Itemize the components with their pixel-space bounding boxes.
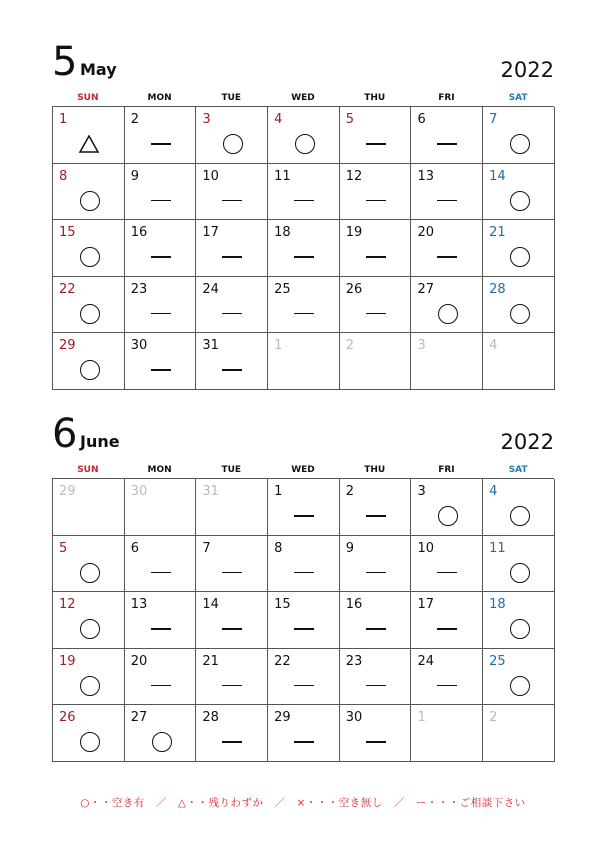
- day-number: 5: [345, 112, 355, 127]
- day-cell: [125, 333, 197, 390]
- day-number: 30: [345, 710, 363, 726]
- weekday-label: SUN: [77, 465, 99, 475]
- month-name: June: [80, 432, 120, 451]
- day-number: 1: [274, 484, 283, 499]
- day-number: 2: [489, 710, 498, 726]
- day-number: 26: [345, 281, 363, 297]
- day-number: 18: [274, 225, 291, 241]
- day-number: 4: [489, 484, 498, 499]
- day-cell: [196, 164, 268, 221]
- weekday-label: THU: [364, 93, 386, 103]
- day-cell: [125, 220, 197, 277]
- day-cell: [411, 592, 483, 649]
- day-cell: [196, 536, 268, 593]
- consult-dash-icon: [125, 355, 196, 385]
- available-circle-icon: [483, 501, 554, 531]
- available-circle-icon: [411, 501, 482, 531]
- day-number: 4: [274, 112, 283, 127]
- weekday-label: WED: [291, 93, 315, 103]
- day-cell: [53, 220, 125, 277]
- day-number: 7: [202, 540, 211, 556]
- day-cell: [268, 705, 340, 762]
- day-number: 20: [417, 225, 434, 241]
- day-number: 30: [130, 338, 148, 354]
- day-cell: [268, 277, 340, 334]
- available-circle-icon: [53, 558, 124, 588]
- day-cell: [411, 164, 483, 221]
- day-cell: [196, 333, 268, 390]
- day-cell: [411, 277, 483, 334]
- day-cell: [125, 592, 197, 649]
- day-cell: [411, 705, 483, 762]
- day-cell: [340, 649, 412, 706]
- day-cell: [268, 592, 340, 649]
- day-number: 6: [417, 112, 426, 127]
- day-number: 19: [345, 225, 363, 241]
- weekday-label: TUE: [221, 93, 242, 103]
- available-circle-icon: [53, 355, 124, 385]
- day-cell: [125, 649, 197, 706]
- day-cell: [483, 705, 555, 762]
- month-number: 5: [52, 39, 78, 85]
- day-number: 24: [202, 281, 219, 297]
- day-cell: [53, 277, 125, 334]
- day-cell: [196, 649, 268, 706]
- day-cell: [53, 705, 125, 762]
- weekday-label: MON: [147, 465, 172, 475]
- day-cell: [483, 592, 555, 649]
- day-cell: [340, 277, 412, 334]
- consult-dash-icon: [268, 614, 339, 644]
- day-number: 2: [345, 484, 355, 499]
- consult-dash-icon: [125, 186, 196, 216]
- available-circle-icon: [268, 129, 339, 159]
- day-number: 3: [202, 112, 211, 127]
- consult-dash-icon: [411, 186, 482, 216]
- available-circle-icon: [483, 299, 554, 329]
- day-number: 21: [202, 653, 219, 669]
- consult-dash-icon: [125, 299, 196, 329]
- day-number: 9: [345, 540, 355, 556]
- day-number: 29: [59, 484, 76, 499]
- weekday-label: FRI: [438, 465, 455, 475]
- day-number: 10: [202, 168, 219, 184]
- day-cell: [196, 592, 268, 649]
- month-name: May: [80, 60, 117, 79]
- day-cell: [340, 164, 412, 221]
- day-cell: [340, 479, 412, 536]
- day-number: 18: [489, 597, 506, 613]
- day-cell: [53, 536, 125, 593]
- day-number: 15: [274, 597, 291, 613]
- consult-dash-icon: [340, 242, 411, 272]
- available-circle-icon: [483, 242, 554, 272]
- day-cell: [411, 333, 483, 390]
- consult-dash-icon: [196, 242, 267, 272]
- consult-dash-icon: [268, 727, 339, 757]
- day-cell: [125, 164, 197, 221]
- day-number: 2: [345, 338, 355, 354]
- year-label: 2022: [500, 430, 554, 454]
- day-number: 27: [130, 710, 148, 726]
- day-number: 16: [345, 597, 363, 613]
- day-number: 25: [489, 653, 506, 669]
- day-number: 28: [489, 281, 506, 297]
- day-number: 23: [345, 653, 363, 669]
- available-circle-icon: [483, 671, 554, 701]
- day-cell: [268, 164, 340, 221]
- available-circle-icon: [53, 614, 124, 644]
- available-circle-icon: [53, 299, 124, 329]
- day-number: 9: [130, 168, 139, 184]
- available-circle-icon: [53, 242, 124, 272]
- consult-dash-icon: [340, 186, 411, 216]
- day-number: 1: [59, 112, 68, 127]
- day-cell: [53, 164, 125, 221]
- day-cell: [268, 536, 340, 593]
- day-cell: [268, 107, 340, 164]
- day-number: 29: [274, 710, 291, 726]
- consult-dash-icon: [340, 614, 411, 644]
- consult-dash-icon: [411, 242, 482, 272]
- year-label: 2022: [500, 58, 554, 82]
- consult-dash-icon: [268, 671, 339, 701]
- weekday-label: THU: [364, 465, 386, 475]
- day-number: 27: [417, 281, 434, 297]
- day-number: 14: [202, 597, 219, 613]
- day-cell: [483, 536, 555, 593]
- day-cell: [125, 479, 197, 536]
- day-cell: [411, 536, 483, 593]
- available-circle-icon: [53, 727, 124, 757]
- day-number: 3: [417, 338, 426, 354]
- weekday-label: MON: [147, 93, 172, 103]
- day-number: 8: [274, 540, 283, 556]
- day-number: 29: [59, 338, 76, 354]
- day-number: 22: [274, 653, 291, 669]
- day-cell: [411, 107, 483, 164]
- calendar-may: [52, 40, 554, 390]
- consult-dash-icon: [196, 671, 267, 701]
- day-cell: [268, 333, 340, 390]
- calendar-june: [52, 412, 554, 762]
- consult-dash-icon: [125, 614, 196, 644]
- day-cell: [268, 220, 340, 277]
- consult-dash-icon: [268, 558, 339, 588]
- consult-dash-icon: [125, 129, 196, 159]
- consult-dash-icon: [196, 614, 267, 644]
- day-number: 12: [345, 168, 363, 184]
- weekday-label: FRI: [438, 93, 455, 103]
- day-number: 30: [130, 484, 148, 499]
- consult-dash-icon: [125, 558, 196, 588]
- day-number: 1: [274, 338, 283, 354]
- consult-dash-icon: [411, 614, 482, 644]
- day-cell: [411, 479, 483, 536]
- day-cell: [483, 479, 555, 536]
- day-number: 7: [489, 112, 498, 127]
- day-number: 6: [130, 540, 139, 556]
- day-number: 31: [202, 338, 219, 354]
- day-cell: [483, 277, 555, 334]
- day-grid: [52, 106, 554, 390]
- available-circle-icon: [53, 671, 124, 701]
- day-cell: [196, 479, 268, 536]
- month-header: [52, 412, 554, 462]
- available-circle-icon: [196, 129, 267, 159]
- day-number: 26: [59, 710, 76, 726]
- day-cell: [268, 649, 340, 706]
- day-number: 17: [202, 225, 219, 241]
- day-number: 2: [130, 112, 139, 127]
- consult-dash-icon: [340, 299, 411, 329]
- weekday-header: [52, 90, 554, 106]
- consult-dash-icon: [125, 242, 196, 272]
- day-number: 10: [417, 540, 434, 556]
- consult-dash-icon: [411, 129, 482, 159]
- consult-dash-icon: [340, 671, 411, 701]
- available-circle-icon: [483, 558, 554, 588]
- day-number: 17: [417, 597, 434, 613]
- day-grid: [52, 478, 554, 762]
- consult-dash-icon: [196, 299, 267, 329]
- day-cell: [411, 220, 483, 277]
- day-number: 14: [489, 168, 506, 184]
- day-cell: [483, 107, 555, 164]
- day-number: 28: [202, 710, 219, 726]
- day-cell: [340, 592, 412, 649]
- available-circle-icon: [483, 129, 554, 159]
- day-cell: [483, 333, 555, 390]
- day-cell: [125, 536, 197, 593]
- day-cell: [196, 277, 268, 334]
- day-number: 16: [130, 225, 148, 241]
- consult-dash-icon: [268, 186, 339, 216]
- available-circle-icon: [483, 186, 554, 216]
- day-cell: [125, 705, 197, 762]
- consult-dash-icon: [340, 727, 411, 757]
- day-number: 25: [274, 281, 291, 297]
- legend-text: ○・・空き有 ／ △・・残りわずか ／ ×・・・空き無し ／ ー・・・ご相談下さい: [80, 797, 526, 809]
- day-number: 22: [59, 281, 76, 297]
- consult-dash-icon: [196, 727, 267, 757]
- weekday-label: SUN: [77, 93, 99, 103]
- day-cell: [196, 107, 268, 164]
- day-cell: [53, 592, 125, 649]
- day-cell: [268, 479, 340, 536]
- consult-dash-icon: [125, 671, 196, 701]
- day-cell: [196, 220, 268, 277]
- day-number: 11: [274, 168, 291, 184]
- day-cell: [340, 220, 412, 277]
- weekday-label: SAT: [508, 465, 528, 475]
- weekday-label: SAT: [508, 93, 528, 103]
- day-cell: [483, 220, 555, 277]
- day-number: 5: [59, 540, 68, 556]
- day-cell: [53, 107, 125, 164]
- day-number: 19: [59, 653, 76, 669]
- consult-dash-icon: [196, 558, 267, 588]
- day-number: 24: [417, 653, 434, 669]
- day-number: 13: [417, 168, 434, 184]
- day-cell: [340, 333, 412, 390]
- day-cell: [340, 107, 412, 164]
- weekday-label: WED: [291, 465, 315, 475]
- consult-dash-icon: [268, 242, 339, 272]
- day-number: 4: [489, 338, 498, 354]
- month-header: [52, 40, 554, 90]
- consult-dash-icon: [196, 355, 267, 385]
- consult-dash-icon: [411, 671, 482, 701]
- day-number: 31: [202, 484, 219, 499]
- day-number: 20: [130, 653, 148, 669]
- consult-dash-icon: [268, 501, 339, 531]
- day-cell: [196, 705, 268, 762]
- day-number: 13: [130, 597, 148, 613]
- day-cell: [53, 479, 125, 536]
- consult-dash-icon: [196, 186, 267, 216]
- day-cell: [483, 164, 555, 221]
- consult-dash-icon: [340, 558, 411, 588]
- day-cell: [125, 277, 197, 334]
- day-number: 11: [489, 540, 506, 556]
- day-number: 15: [59, 225, 76, 241]
- few-left-triangle-icon: [53, 129, 124, 159]
- day-cell: [483, 649, 555, 706]
- day-cell: [411, 649, 483, 706]
- day-number: 23: [130, 281, 148, 297]
- day-cell: [53, 333, 125, 390]
- available-circle-icon: [53, 186, 124, 216]
- day-cell: [125, 107, 197, 164]
- consult-dash-icon: [411, 558, 482, 588]
- day-cell: [340, 536, 412, 593]
- day-number: 8: [59, 168, 68, 184]
- day-number: 1: [417, 710, 426, 726]
- consult-dash-icon: [340, 129, 411, 159]
- available-circle-icon: [483, 614, 554, 644]
- day-number: 3: [417, 484, 426, 499]
- consult-dash-icon: [340, 501, 411, 531]
- available-circle-icon: [125, 727, 196, 757]
- day-number: 21: [489, 225, 506, 241]
- day-number: 12: [59, 597, 76, 613]
- available-circle-icon: [411, 299, 482, 329]
- weekday-label: TUE: [221, 465, 242, 475]
- day-cell: [340, 705, 412, 762]
- day-cell: [53, 649, 125, 706]
- month-number: 6: [52, 411, 78, 457]
- weekday-header: [52, 462, 554, 478]
- consult-dash-icon: [268, 299, 339, 329]
